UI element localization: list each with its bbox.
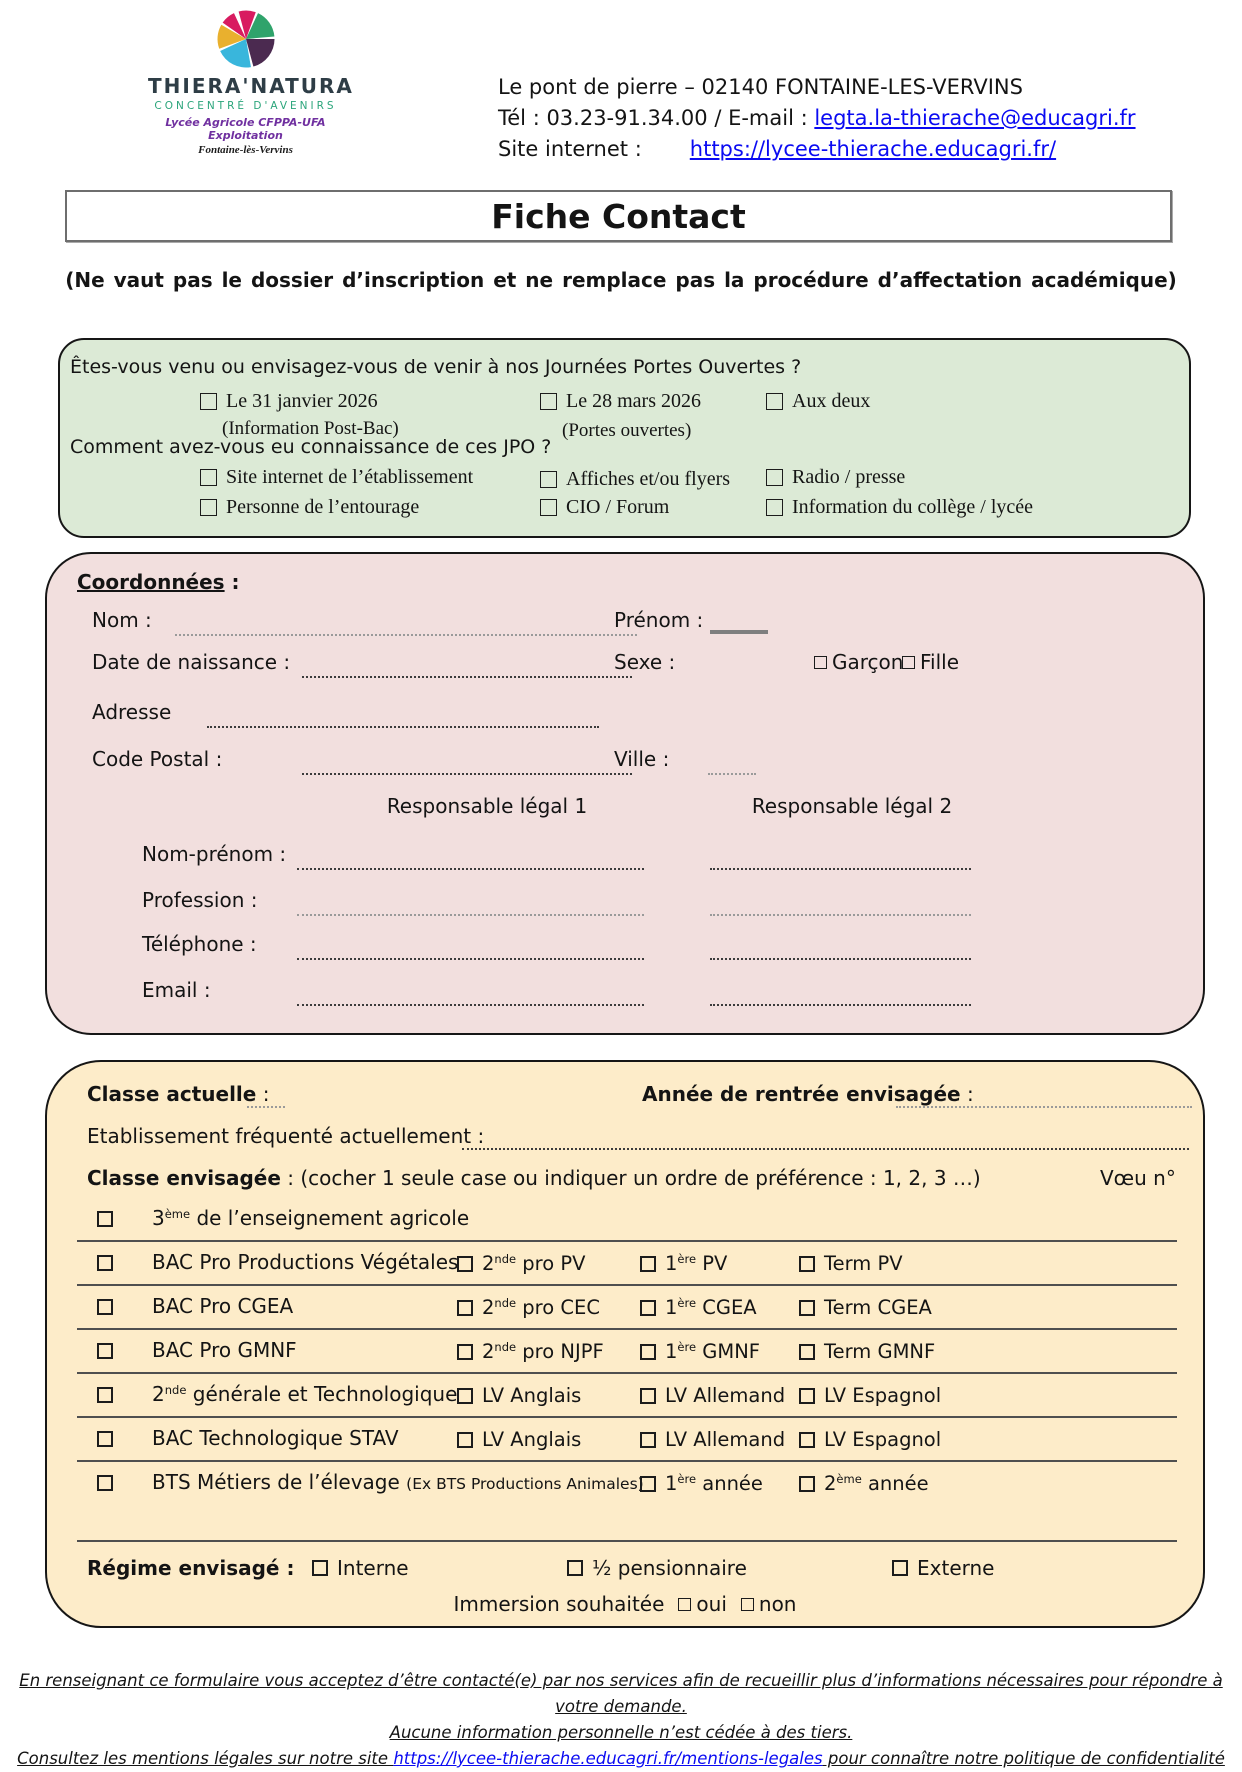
regime-option-demi-pensionnaire xyxy=(567,1556,747,1580)
checkbox-mars28[interactable] xyxy=(540,393,557,410)
checkbox-source-site[interactable] xyxy=(200,469,217,486)
externe-label: Externe xyxy=(917,1556,995,1580)
option-term-gmnf: Term GMNF xyxy=(799,1340,935,1363)
checkbox-term-gmnf[interactable] xyxy=(799,1344,815,1360)
ville-label: Ville : xyxy=(614,747,670,771)
checkbox-bac-stav[interactable] xyxy=(97,1431,113,1447)
legal-line-3-prefix: Consultez les mentions légales sur notre site xyxy=(17,1749,394,1768)
jpo-source-college xyxy=(766,496,1033,519)
classe-row-bac-stav-label: BAC Technologique STAV xyxy=(152,1426,399,1450)
form-title: Fiche Contact xyxy=(491,196,746,236)
classe-row-bacpro-pv xyxy=(47,1242,1203,1286)
checkbox-3eme-agricole[interactable] xyxy=(97,1211,113,1227)
checkbox-2nde-pro-cec[interactable] xyxy=(457,1300,473,1316)
etablissement-field-line[interactable] xyxy=(462,1148,1189,1150)
jpo-option-jan31 xyxy=(200,390,378,413)
nom-prenom-label: Nom-prénom : xyxy=(142,842,287,866)
coordonnees-section xyxy=(45,552,1205,1035)
jpo-source-radio xyxy=(766,466,905,489)
naissance-field-line[interactable] xyxy=(302,676,632,678)
garcon-label: Garçon xyxy=(832,650,904,674)
checkbox-externe[interactable] xyxy=(892,1560,908,1576)
jpo-source-college-label: Information du collège / lycée xyxy=(792,496,1034,518)
code-postal-field-line[interactable] xyxy=(302,773,632,775)
classe-row-3eme xyxy=(47,1198,1203,1242)
checkbox-garcon[interactable] xyxy=(814,656,827,669)
classe-row-bacpro-gmnf xyxy=(47,1330,1203,1374)
classe-section xyxy=(45,1060,1205,1628)
jpo-question-2: Comment avez-vous eu connaissance de ces JPO ? xyxy=(70,436,552,458)
adresse-label: Adresse xyxy=(92,700,172,724)
checkbox-fille[interactable] xyxy=(902,656,915,669)
ville-field-line[interactable] xyxy=(708,773,756,775)
immersion-label: Immersion souhaitée xyxy=(453,1592,665,1616)
jpo-option-jan31-note: (Information Post-Bac) xyxy=(222,418,399,439)
legal-line-3 xyxy=(0,1746,1242,1772)
prenom-field-line[interactable] xyxy=(710,630,768,634)
checkbox-source-college[interactable] xyxy=(766,499,783,516)
option-stav-lv-allemand: LV Allemand xyxy=(640,1428,785,1451)
jpo-source-site-label: Site internet de l’établissement xyxy=(226,466,474,488)
jpo-option-mars28 xyxy=(540,390,701,413)
school-address: Le pont de pierre – 02140 FONTAINE-LES-VERVINS xyxy=(498,75,1023,99)
jpo-source-entourage xyxy=(200,496,419,519)
classe-row-3eme-label: 3ème de l’enseignement agricole xyxy=(152,1206,470,1230)
option-bts-1ere-annee: 1ère année xyxy=(640,1472,763,1495)
jpo-question-1: Êtes-vous venu ou envisagez-vous de venir à nos Journées Portes Ouvertes ? xyxy=(70,356,802,378)
option-2nde-pro-pv: 2nde pro PV xyxy=(457,1252,586,1275)
non-label: non xyxy=(758,1592,797,1616)
checkbox-source-flyers[interactable] xyxy=(540,471,557,488)
checkbox-jan31[interactable] xyxy=(200,393,217,410)
checkbox-2nde-pro-pv[interactable] xyxy=(457,1256,473,1272)
adresse-field-line[interactable] xyxy=(207,726,599,728)
brand-subline: Lycée Agricole CFPPA-UFA Exploitation xyxy=(165,116,326,142)
checkbox-bts-elevage[interactable] xyxy=(97,1475,113,1491)
classe-row-bts-elevage-label: BTS Métiers de l’élevage (Ex BTS Productions Animales) xyxy=(152,1470,644,1494)
classe-row-bacpro-pv-label: BAC Pro Productions Végétales xyxy=(152,1250,459,1274)
option-gt-lv-allemand: LV Allemand xyxy=(640,1384,785,1407)
logo-tree-icon xyxy=(215,8,277,70)
jpo-source-cio xyxy=(540,496,669,519)
legal-line-2: Aucune information personnelle n’est cédée à des tiers. xyxy=(389,1723,853,1742)
regime-label: Régime envisagé : xyxy=(87,1556,295,1580)
oui-label: oui xyxy=(696,1592,727,1616)
checkbox-gt-lv-anglais[interactable] xyxy=(457,1388,473,1404)
jpo-option-jan31-label: Le 31 janvier 2026 xyxy=(226,390,378,412)
immersion-line xyxy=(47,1592,1203,1616)
classe-row-bts-elevage xyxy=(47,1462,1203,1506)
resp1-nom-line[interactable] xyxy=(297,868,644,870)
resp1-profession-line[interactable] xyxy=(297,914,644,916)
profession-label: Profession : xyxy=(142,888,258,912)
etablissement-label: Etablissement fréquenté actuellement : xyxy=(87,1124,485,1148)
school-logo xyxy=(148,8,354,156)
classe-row-bacpro-gmnf-label: BAC Pro GMNF xyxy=(152,1338,297,1362)
checkbox-1ere-pv[interactable] xyxy=(640,1256,656,1272)
legal-footer xyxy=(0,1668,1242,1772)
jpo-source-radio-label: Radio / presse xyxy=(792,466,906,488)
jpo-source-entourage-label: Personne de l’entourage xyxy=(226,496,420,518)
legal-line-1: En renseignant ce formulaire vous acceptez d’être contacté(e) par nos services afin de recueillir plus d’informations nécessaires pour répondre à votre demande. xyxy=(19,1671,1223,1716)
responsable-legal-1-header: Responsable légal 1 xyxy=(386,794,588,818)
checkbox-bacpro-cgea[interactable] xyxy=(97,1299,113,1315)
code-postal-label: Code Postal : xyxy=(92,747,223,771)
coordonnees-title: Coordonnées : xyxy=(77,570,240,594)
resp2-profession-line[interactable] xyxy=(710,914,971,916)
form-title-box xyxy=(65,190,1172,242)
jpo-option-both xyxy=(766,390,870,413)
jpo-source-site xyxy=(200,466,473,489)
checkbox-term-pv[interactable] xyxy=(799,1256,815,1272)
brand-name: THIERA'NATURA xyxy=(148,74,354,98)
option-2nde-pro-cec: 2nde pro CEC xyxy=(457,1296,600,1319)
checkbox-1ere-gmnf[interactable] xyxy=(640,1344,656,1360)
option-1ere-pv: 1ère PV xyxy=(640,1252,727,1275)
checkbox-demi-pensionnaire[interactable] xyxy=(567,1560,583,1576)
tel-label: Tél : 03.23-91.34.00 / E-mail : xyxy=(498,106,815,130)
jpo-source-flyers-label: Affiches et/ou flyers xyxy=(566,468,731,490)
jpo-option-both-label: Aux deux xyxy=(792,390,871,412)
nom-label: Nom : xyxy=(92,608,152,632)
resp1-email-line[interactable] xyxy=(297,1004,644,1006)
option-gt-lv-espagnol: LV Espagnol xyxy=(799,1384,941,1407)
annee-rentree-label: Année de rentrée envisagée : xyxy=(642,1082,974,1106)
email-link[interactable]: legta.la-thierache@educagri.fr xyxy=(814,106,1136,130)
checkbox-term-cgea[interactable] xyxy=(799,1300,815,1316)
checkbox-bacpro-gmnf[interactable] xyxy=(97,1343,113,1359)
classe-actuelle-field-line[interactable] xyxy=(247,1106,285,1108)
classe-row-bacpro-cgea xyxy=(47,1286,1203,1330)
voeu-label: Vœu n° xyxy=(1100,1166,1176,1190)
resp1-telephone-line[interactable] xyxy=(297,958,644,960)
option-1ere-gmnf: 1ère GMNF xyxy=(640,1340,760,1363)
jpo-option-mars28-note: (Portes ouvertes) xyxy=(562,420,692,441)
checkbox-source-radio[interactable] xyxy=(766,469,783,486)
form-subtitle: (Ne vaut pas le dossier d’inscription et ne remplace pas la procédure d’affectation académique) xyxy=(65,268,1177,292)
checkbox-interne[interactable] xyxy=(312,1560,328,1576)
jpo-option-mars28-label: Le 28 mars 2026 xyxy=(566,390,701,412)
responsable-legal-2-header: Responsable légal 2 xyxy=(751,794,953,818)
nom-field-line[interactable] xyxy=(175,634,637,636)
option-gt-lv-anglais: LV Anglais xyxy=(457,1384,581,1407)
checkbox-source-entourage[interactable] xyxy=(200,499,217,516)
jpo-source-cio-label: CIO / Forum xyxy=(566,496,670,518)
option-stav-lv-anglais: LV Anglais xyxy=(457,1428,581,1451)
checkbox-stav-lv-espagnol[interactable] xyxy=(799,1432,815,1448)
checkbox-gt-lv-allemand[interactable] xyxy=(640,1388,656,1404)
contact-info xyxy=(498,72,1136,165)
mentions-legales-link[interactable]: https://lycee-thierache.educagri.fr/mentions-legales xyxy=(393,1749,823,1768)
checkbox-immersion-oui[interactable] xyxy=(678,1598,691,1611)
telephone-label: Téléphone : xyxy=(142,932,257,956)
site-line xyxy=(498,134,1136,165)
checkbox-gt-lv-espagnol[interactable] xyxy=(799,1388,815,1404)
legal-line-3-suffix: pour connaître notre politique de confidentialité xyxy=(822,1749,1225,1768)
option-2nde-pro-njpf: 2nde pro NJPF xyxy=(457,1340,604,1363)
checkbox-2nde-gt[interactable] xyxy=(97,1387,113,1403)
fille-label: Fille xyxy=(920,650,960,674)
email-label: Email : xyxy=(142,978,211,1002)
annee-rentree-field-line[interactable] xyxy=(896,1106,1192,1108)
option-1ere-cgea: 1ère CGEA xyxy=(640,1296,757,1319)
phone-email-line xyxy=(498,103,1136,134)
prenom-label: Prénom : xyxy=(614,608,704,632)
classe-actuelle-label: Classe actuelle : xyxy=(87,1082,270,1106)
classe-row-2nde-gt xyxy=(47,1374,1203,1418)
checkbox-1ere-cgea[interactable] xyxy=(640,1300,656,1316)
checkbox-bacpro-pv[interactable] xyxy=(97,1255,113,1271)
brand-tagline: CONCENTRÉ D'AVENIRS xyxy=(154,100,337,112)
resp2-nom-line[interactable] xyxy=(710,868,971,870)
checkbox-stav-lv-allemand[interactable] xyxy=(640,1432,656,1448)
checkbox-immersion-non[interactable] xyxy=(741,1598,754,1611)
sexe-option-fille xyxy=(902,650,959,674)
jpo-source-flyers xyxy=(540,468,730,491)
option-term-pv: Term PV xyxy=(799,1252,903,1275)
resp2-telephone-line[interactable] xyxy=(710,958,971,960)
option-term-cgea: Term CGEA xyxy=(799,1296,932,1319)
option-stav-lv-espagnol: LV Espagnol xyxy=(799,1428,941,1451)
naissance-label: Date de naissance : xyxy=(92,650,291,674)
classe-row-2nde-gt-label: 2nde générale et Technologique xyxy=(152,1382,458,1406)
regime-option-externe xyxy=(892,1556,994,1580)
resp2-email-line[interactable] xyxy=(710,1004,971,1006)
option-bts-2eme-annee: 2ème année xyxy=(799,1472,929,1495)
sexe-label: Sexe : xyxy=(614,650,676,674)
classe-row-bacpro-cgea-label: BAC Pro CGEA xyxy=(152,1294,294,1318)
sexe-option-garcon xyxy=(814,650,903,674)
checkbox-stav-lv-anglais[interactable] xyxy=(457,1432,473,1448)
brand-city: Fontaine-lès-Vervins xyxy=(198,144,293,156)
site-label: Site internet : xyxy=(498,137,642,161)
website-link[interactable]: https://lycee-thierache.educagri.fr/ xyxy=(689,137,1057,161)
jpo-section xyxy=(58,338,1191,538)
checkbox-source-cio[interactable] xyxy=(540,499,557,516)
checkbox-2nde-pro-njpf[interactable] xyxy=(457,1344,473,1360)
classe-row-bac-stav xyxy=(47,1418,1203,1462)
regime-option-interne xyxy=(312,1556,409,1580)
table-bottom-separator xyxy=(77,1540,1177,1542)
classe-envisagee-label: Classe envisagée : (cocher 1 seule case ou indiquer un ordre de préférence : 1, 2, 3 …) xyxy=(87,1166,981,1190)
checkbox-both-days[interactable] xyxy=(766,393,783,410)
demi-pensionnaire-label: ½ pensionnaire xyxy=(592,1556,747,1580)
checkbox-bts-1ere-annee[interactable] xyxy=(640,1476,656,1492)
checkbox-bts-2eme-annee[interactable] xyxy=(799,1476,815,1492)
interne-label: Interne xyxy=(337,1556,409,1580)
